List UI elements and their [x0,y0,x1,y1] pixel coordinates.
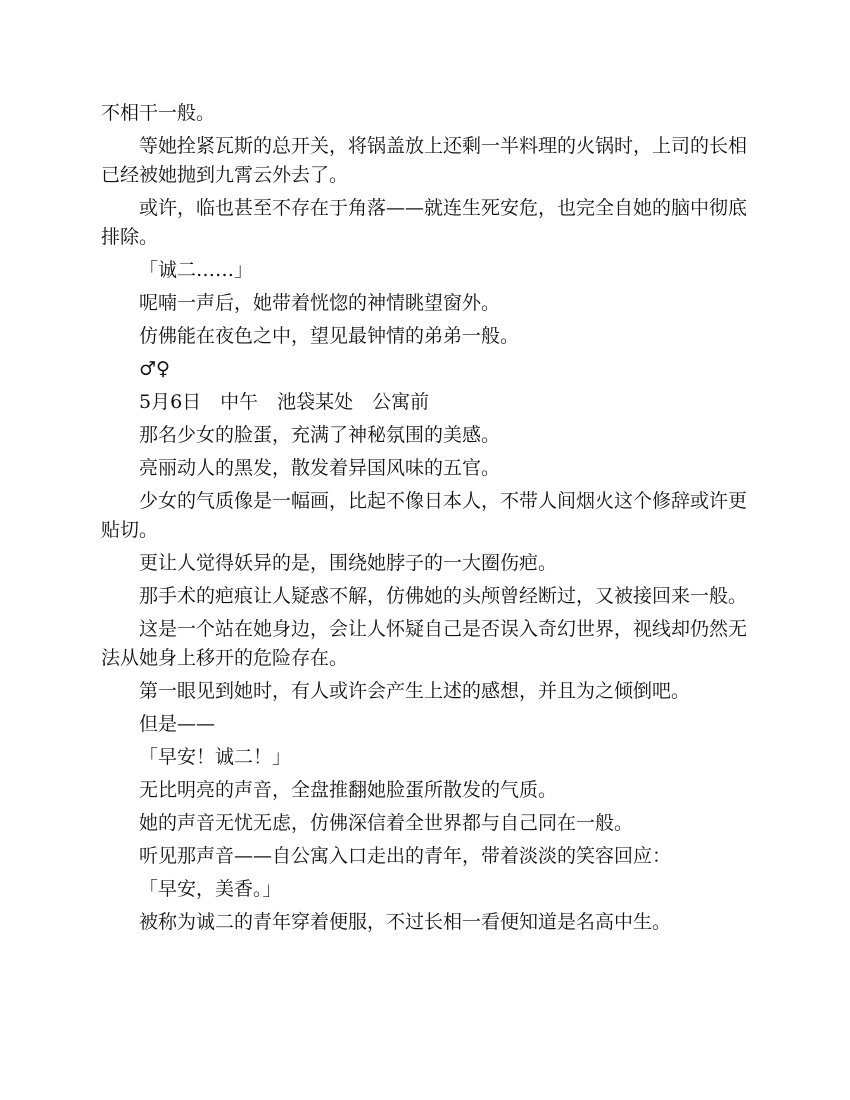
scene-heading: 5月6日 中午 池袋某处 公寓前 [139,391,430,413]
paragraph: 听见那声音——自公寓入口走出的青年，带着淡淡的笑容回应： [139,845,672,867]
paragraph: 不相干一般。 [101,102,216,124]
dialogue-line: 「诚二……」 [139,259,254,281]
paragraph: 这是一个站在她身边，会让人怀疑自己是否误入奇幻世界，视线却仍然无法从她身上移开的危险存在。 [101,618,748,669]
paragraph: 但是—— [139,713,216,735]
paragraph: 更让人觉得妖异的是，围绕她脖子的一大圈伤疤。 [139,552,558,574]
paragraph: 等她拴紧瓦斯的总开关，将锅盖放上还剩一半料理的火锅时，上司的长相已经被她抛到九霄云外去了。 [101,135,748,186]
scene-break-symbol: ♂♀ [139,358,170,380]
paragraph: 亮丽动人的黑发，散发着异国风味的五官。 [139,457,501,479]
paragraph: 被称为诚二的青年穿着便服，不过长相一看便知道是名高中生。 [139,911,672,933]
paragraph: 仿佛能在夜色之中，望见最钟情的弟弟一般。 [139,325,520,347]
dialogue-line: 「早安！诚二！」 [139,746,292,768]
body-text [101,99,751,941]
paragraph: 第一眼见到她时，有人或许会产生上述的感想，并且为之倾倒吧。 [139,680,691,702]
dialogue-line: 「早安，美香。」 [139,878,282,900]
paragraph: 少女的气质像是一幅画，比起不像日本人，不带人间烟火这个修辞或许更贴切。 [101,490,748,541]
paragraph: 她的声音无忧无虑，仿佛深信着全世界都与自己同在一般。 [139,812,634,834]
paragraph: 或许，临也甚至不存在于角落——就连生死安危，也完全自她的脑中彻底排除。 [101,197,748,248]
paragraph: 呢喃一声后，她带着恍惚的神情眺望窗外。 [139,292,501,314]
paragraph: 那手术的疤痕让人疑惑不解，仿佛她的头颅曾经断过，又被接回来一般。 [139,585,748,607]
paragraph: 那名少女的脸蛋，充满了神秘氛围的美感。 [139,424,501,446]
paragraph: 无比明亮的声音，全盘推翻她脸蛋所散发的气质。 [139,779,558,801]
